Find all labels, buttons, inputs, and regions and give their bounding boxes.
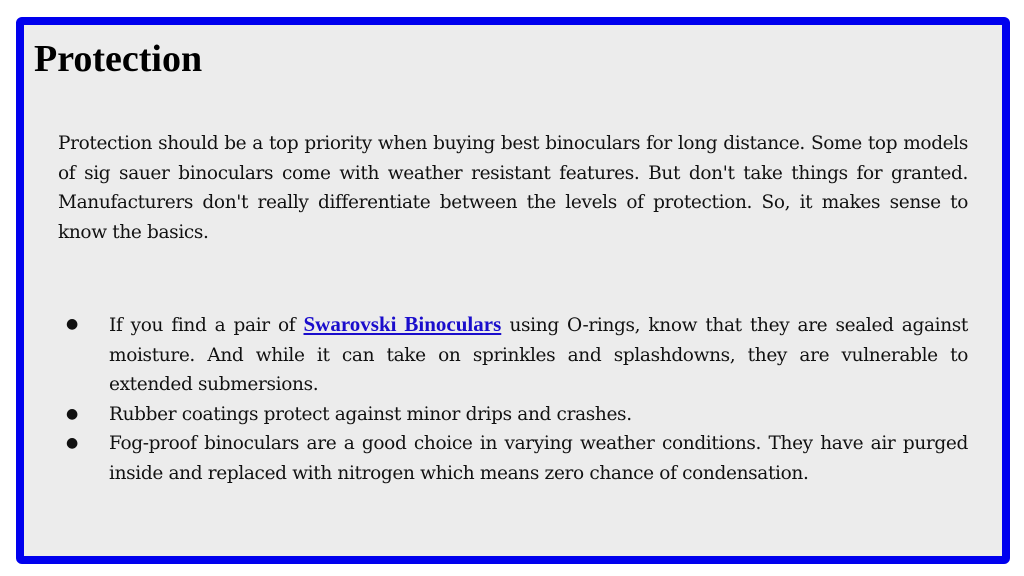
bullet-icon: ● (66, 435, 78, 451)
bullet-text: Fog-proof binoculars are a good choice in varying weather conditions. They have air purged inside and replaced with nitrogen which means zero chance of condensation. (109, 433, 968, 484)
page-title: Protection (34, 38, 203, 80)
swarovski-binoculars-link[interactable]: Swarovski Binoculars (303, 312, 502, 336)
slide-frame (16, 17, 1010, 564)
list-item (58, 400, 968, 430)
bullet-text-after-link: using O-rings, know that they are sealed against moisture. And while it can take on sprinkles and splashdowns, they are vulnerable to extended submersions. (109, 315, 968, 395)
bullet-icon: ● (66, 405, 78, 422)
bullet-text-before-link: If you find a pair of (109, 315, 304, 336)
list-item (58, 310, 968, 400)
list-item (58, 429, 968, 488)
bullet-text: Rubber coatings protect against minor drips and crashes. (109, 403, 632, 425)
bullet-list (58, 310, 968, 488)
bullet-icon: ● (66, 316, 78, 332)
intro-paragraph: Protection should be a top priority when buying best binoculars for long distance. Some top models of sig sauer binoculars come with weather resistant features. But don't take things for granted. Manufacturers don't really differentiate between the levels of protection. So, it makes sense to know the basics. (58, 133, 968, 243)
